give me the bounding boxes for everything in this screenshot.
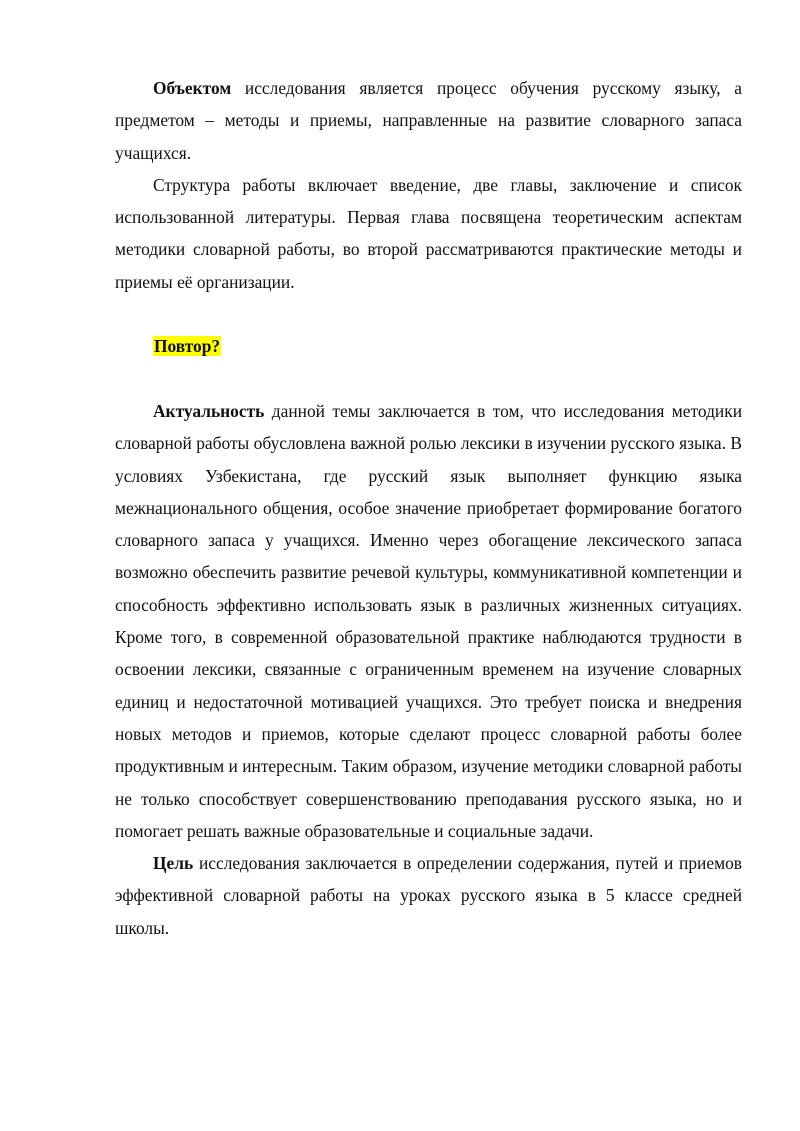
paragraph-object xyxy=(115,72,742,169)
highlighted-note: Повтор? xyxy=(154,336,221,357)
document-page xyxy=(115,72,742,944)
paragraph-text: данной темы заключается в том, что исследования методики словарной работы обусловлена важной ролью лексики в изучении русского языка. В условиях Узбекистана, где русский язык выполняет функцию языка межнационального общения, особое значение приобретает формирование богатого словарного запаса у учащихся. Именно через обогащение лексического запаса возможно обеспечить развитие речевой культуры, коммуникативной компетенции и способность эффективно использовать язык в различных жизненных ситуациях. Кроме того, в современной образовательной практике наблюдаются трудности в освоении лексики, связанные с ограниченным временем на изучение словарных единиц и недостаточной мотивацией учащихся. Это требует поиска и внедрения новых методов и приемов, которые сделают процесс словарной работы более продуктивным и интересным. Таким образом, изучение методики словарной работы не только способствует совершенствованию преподавания русского языка, но и помогает решать важные образовательные и социальные задачи. xyxy=(115,400,742,841)
blank-line xyxy=(115,298,742,330)
paragraph-lead: Цель xyxy=(153,853,194,874)
paragraph-text: Структура работы включает введение, две главы, заключение и список использованной литературы. Первая глава посвящена теоретическим аспектам методики словарной работы, во второй рассматриваются практические методы и приемы её организации. xyxy=(115,174,742,292)
paragraph-lead: Объектом xyxy=(153,78,232,98)
blank-line xyxy=(115,363,742,395)
paragraph-goal xyxy=(115,847,742,944)
paragraph-lead: Актуальность xyxy=(153,400,265,421)
paragraph-text: исследования является процесс обучения русскому языку, а предметом – методы и приемы, направленные на развитие словарного запаса учащихся. xyxy=(115,78,742,163)
paragraph-structure xyxy=(115,169,742,298)
paragraph-relevance xyxy=(115,395,742,847)
repeat-note-line xyxy=(115,330,742,362)
paragraph-text: исследования заключается в определении содержания, путей и приемов эффективной словарной работы на уроках русского языка в 5 классе средней школы. xyxy=(115,853,742,938)
